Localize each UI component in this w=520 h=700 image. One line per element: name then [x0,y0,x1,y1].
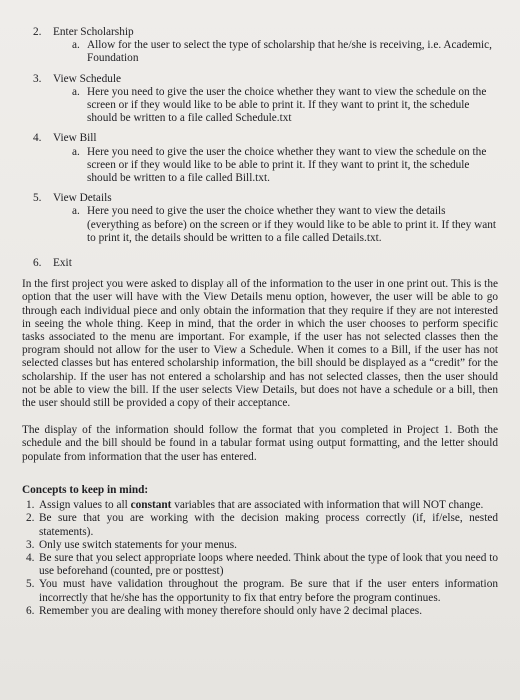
sub-list [53,39,498,65]
menu-option-title: View Bill [53,132,97,145]
list-number: 2. [26,512,35,525]
concept-item [22,512,498,538]
paragraph-order-rules: In the first project you were asked to display all of the information to the user in one print out. This is the option that the user will have with the View Details menu option, however, the user will be able to go through each individual piece and only obtain the information that they require if they are not interested in seeing the whole thing. Keep in mind, that the order in which the user chooses to perform specific tasks associated to the menu are important. For example, if the user has not selected classes then the program should not allow for the user to View a Schedule. When it comes to a Bill, if the user has not selected classes but has entered scholarship information, the bill should be displayed as a “credit” for the scholarship. If the user has not entered a scholarship and has not selected classes, then the user should not be able to view the bill. If the user selects View Details, but does not have a schedule or a bill, then the user should still be provided a copy of their acceptance. [22,278,498,410]
sub-item-text: Here you need to give the user the choice whether they want to view the details (everything as before) on the screen or if they would like to be able to print it. If they want to print it, the details should be written to a file called Details.txt. [87,205,497,244]
concept-item [22,499,498,512]
list-number: 3. [33,72,42,85]
menu-option-title: Exit [53,257,72,270]
list-number: 1. [26,499,35,512]
concept-text: Be sure that you select appropriate loops where needed. Think about the type of look that you need to use beforehand (counted, pre or posttest) [39,551,498,578]
concept-item [22,539,498,552]
concept-item [22,578,498,604]
menu-option-view-bill [22,132,498,185]
menu-option-view-schedule [22,73,498,126]
menu-options-list [22,26,498,270]
concept-item [22,605,498,618]
menu-option-title: View Schedule [53,72,122,85]
sub-list [53,146,498,186]
list-number: 3. [26,538,35,551]
sub-item-text: Here you need to give the user the choice whether they want to view the schedule on the screen or if they would like to be able to print it. If they want to print it, the schedule should be written to a file called Bill.txt. [87,145,487,185]
sub-item-text: Allow for the user to select the type of scholarship that he/she is receiving, i.e. Academic, Foundation [87,39,492,65]
concept-text: Only use switch statements for your menus. [39,538,237,551]
sub-letter: a. [72,145,80,158]
concepts-section [22,484,498,618]
concept-text: You must have validation throughout the program. Be sure that if the user enters information incorrectly that he/she has the opportunity to fix that entry before the program continues. [39,578,498,604]
concepts-list [22,499,498,618]
list-number: 4. [33,132,42,145]
concepts-heading: Concepts to keep in mind: [22,483,149,496]
concept-text: Remember you are dealing with money therefore should only have 2 decimal places. [39,604,423,617]
menu-option-exit [22,257,498,270]
sub-letter: a. [72,39,80,52]
list-number: 6. [26,604,35,617]
concept-bold-keyword: constant [130,499,172,512]
concept-text-start: Assign values to all [39,499,131,512]
sub-item-text: Here you need to give the user the choice whether they want to view the schedule on the screen or if they would like to be able to print it. If they want to print it, the schedule should be written to a file called Schedule.txt [87,85,487,125]
sub-letter: a. [72,85,80,98]
concept-item [22,552,498,578]
menu-option-view-details [22,192,498,245]
sub-list [53,205,498,245]
sub-item [72,145,498,186]
paragraph-display-format: The display of the information should follow the format that you completed in Project 1. Both the schedule and the bill should be found in a tabular format using output formatting, and the letter should populate from information that the user has entered. [22,424,498,463]
sub-item [72,205,498,245]
list-number: 6. [33,257,42,270]
menu-option-title: Enter Scholarship [53,26,134,38]
sub-letter: a. [72,205,80,218]
list-number: 4. [26,551,35,564]
menu-option-enter-scholarship [22,26,498,66]
list-number: 2. [33,26,42,38]
sub-item [72,39,498,65]
concept-text-end: variables that are associated with information that will NOT change. [171,499,484,512]
list-number: 5. [33,192,42,205]
sub-list [53,86,498,126]
menu-option-title: View Details [53,192,112,205]
sub-item [72,85,498,126]
concept-text: Be sure that you are working with the decision making process correctly (if, if/else, nested statements). [39,512,498,538]
list-number: 5. [26,578,35,591]
